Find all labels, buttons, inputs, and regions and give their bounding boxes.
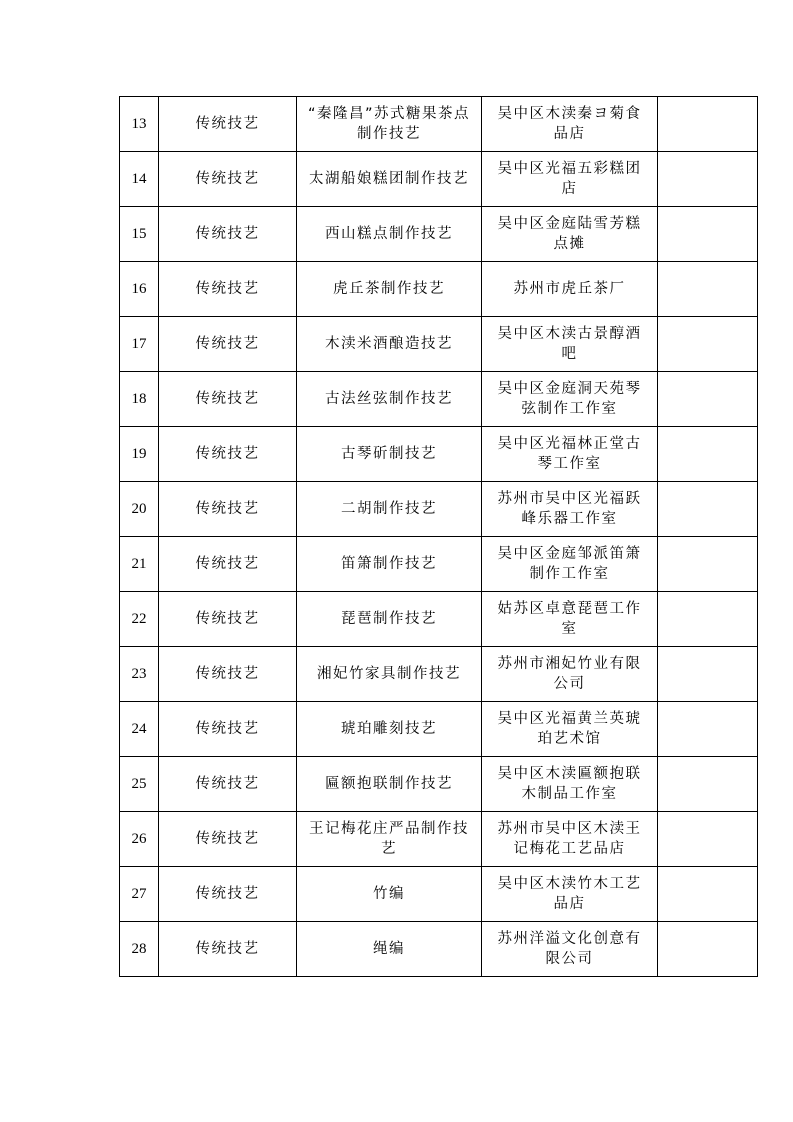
table-row bbox=[120, 647, 758, 702]
holder-unit-cell: 吴中区金庭陆雪芳糕点摊 bbox=[482, 207, 658, 262]
row-number-cell: 26 bbox=[120, 812, 159, 867]
remarks-cell bbox=[658, 922, 758, 977]
category-cell: 传统技艺 bbox=[159, 592, 297, 647]
table-row bbox=[120, 427, 758, 482]
holder-unit-cell: 吴中区木渎古景醇酒吧 bbox=[482, 317, 658, 372]
category-cell: 传统技艺 bbox=[159, 207, 297, 262]
row-number-cell: 23 bbox=[120, 647, 159, 702]
category-cell: 传统技艺 bbox=[159, 867, 297, 922]
table-row bbox=[120, 812, 758, 867]
category-cell: 传统技艺 bbox=[159, 922, 297, 977]
holder-unit-cell: 苏州市虎丘茶厂 bbox=[482, 262, 658, 317]
category-cell: 传统技艺 bbox=[159, 482, 297, 537]
project-name-cell: “秦隆昌”苏式糖果茶点制作技艺 bbox=[297, 97, 482, 152]
project-name-cell: 笛箫制作技艺 bbox=[297, 537, 482, 592]
holder-unit-cell: 苏州市湘妃竹业有限公司 bbox=[482, 647, 658, 702]
table-row bbox=[120, 702, 758, 757]
holder-unit-cell: 吴中区光福黄兰英琥珀艺术馆 bbox=[482, 702, 658, 757]
project-name-cell: 古法丝弦制作技艺 bbox=[297, 372, 482, 427]
remarks-cell bbox=[658, 207, 758, 262]
category-cell: 传统技艺 bbox=[159, 97, 297, 152]
row-number-cell: 13 bbox=[120, 97, 159, 152]
category-cell: 传统技艺 bbox=[159, 152, 297, 207]
project-name-cell: 二胡制作技艺 bbox=[297, 482, 482, 537]
table-row bbox=[120, 262, 758, 317]
category-cell: 传统技艺 bbox=[159, 702, 297, 757]
project-name-cell: 木渎米酒酿造技艺 bbox=[297, 317, 482, 372]
project-name-cell: 王记梅花庄严品制作技艺 bbox=[297, 812, 482, 867]
project-name-cell: 竹编 bbox=[297, 867, 482, 922]
remarks-cell bbox=[658, 867, 758, 922]
remarks-cell bbox=[658, 592, 758, 647]
category-cell: 传统技艺 bbox=[159, 757, 297, 812]
holder-unit-cell: 姑苏区卓意琵琶工作室 bbox=[482, 592, 658, 647]
row-number-cell: 21 bbox=[120, 537, 159, 592]
category-cell: 传统技艺 bbox=[159, 317, 297, 372]
project-name-cell: 古琴斫制技艺 bbox=[297, 427, 482, 482]
category-cell: 传统技艺 bbox=[159, 537, 297, 592]
row-number-cell: 14 bbox=[120, 152, 159, 207]
table-row bbox=[120, 482, 758, 537]
holder-unit-cell: 吴中区金庭邹派笛箫制作工作室 bbox=[482, 537, 658, 592]
row-number-cell: 16 bbox=[120, 262, 159, 317]
row-number-cell: 15 bbox=[120, 207, 159, 262]
row-number-cell: 19 bbox=[120, 427, 159, 482]
project-name-cell: 琥珀雕刻技艺 bbox=[297, 702, 482, 757]
project-name-cell: 匾额抱联制作技艺 bbox=[297, 757, 482, 812]
project-name-cell: 琵琶制作技艺 bbox=[297, 592, 482, 647]
remarks-cell bbox=[658, 152, 758, 207]
holder-unit-cell: 吴中区木渎匾额抱联木制品工作室 bbox=[482, 757, 658, 812]
project-name-cell: 虎丘茶制作技艺 bbox=[297, 262, 482, 317]
holder-unit-cell: 吴中区光福五彩糕团店 bbox=[482, 152, 658, 207]
row-number-cell: 20 bbox=[120, 482, 159, 537]
remarks-cell bbox=[658, 372, 758, 427]
table-row bbox=[120, 97, 758, 152]
row-number-cell: 25 bbox=[120, 757, 159, 812]
remarks-cell bbox=[658, 812, 758, 867]
holder-unit-cell: 吴中区木渎竹木工艺品店 bbox=[482, 867, 658, 922]
category-cell: 传统技艺 bbox=[159, 647, 297, 702]
holder-unit-cell: 苏州市吴中区木渎王记梅花工艺品店 bbox=[482, 812, 658, 867]
table-row bbox=[120, 922, 758, 977]
heritage-list-table bbox=[119, 96, 758, 977]
row-number-cell: 24 bbox=[120, 702, 159, 757]
table-row bbox=[120, 152, 758, 207]
project-name-cell: 太湖船娘糕团制作技艺 bbox=[297, 152, 482, 207]
table-row bbox=[120, 592, 758, 647]
table-row bbox=[120, 317, 758, 372]
category-cell: 传统技艺 bbox=[159, 812, 297, 867]
remarks-cell bbox=[658, 427, 758, 482]
table-row bbox=[120, 757, 758, 812]
remarks-cell bbox=[658, 97, 758, 152]
table-body bbox=[120, 97, 758, 977]
category-cell: 传统技艺 bbox=[159, 262, 297, 317]
holder-unit-cell: 苏州市吴中区光福跃峰乐器工作室 bbox=[482, 482, 658, 537]
row-number-cell: 18 bbox=[120, 372, 159, 427]
remarks-cell bbox=[658, 262, 758, 317]
row-number-cell: 17 bbox=[120, 317, 159, 372]
table-row bbox=[120, 372, 758, 427]
project-name-cell: 湘妃竹家具制作技艺 bbox=[297, 647, 482, 702]
category-cell: 传统技艺 bbox=[159, 427, 297, 482]
project-name-cell: 绳编 bbox=[297, 922, 482, 977]
table-row bbox=[120, 867, 758, 922]
row-number-cell: 27 bbox=[120, 867, 159, 922]
table-row bbox=[120, 207, 758, 262]
remarks-cell bbox=[658, 702, 758, 757]
row-number-cell: 28 bbox=[120, 922, 159, 977]
holder-unit-cell: 吴中区金庭洞天苑琴弦制作工作室 bbox=[482, 372, 658, 427]
row-number-cell: 22 bbox=[120, 592, 159, 647]
holder-unit-cell: 苏州洋溢文化创意有限公司 bbox=[482, 922, 658, 977]
table-row bbox=[120, 537, 758, 592]
project-name-cell: 西山糕点制作技艺 bbox=[297, 207, 482, 262]
remarks-cell bbox=[658, 317, 758, 372]
remarks-cell bbox=[658, 537, 758, 592]
remarks-cell bbox=[658, 647, 758, 702]
remarks-cell bbox=[658, 482, 758, 537]
holder-unit-cell: 吴中区光福林正堂古琴工作室 bbox=[482, 427, 658, 482]
category-cell: 传统技艺 bbox=[159, 372, 297, 427]
holder-unit-cell: 吴中区木渎秦ヨ菊食品店 bbox=[482, 97, 658, 152]
remarks-cell bbox=[658, 757, 758, 812]
